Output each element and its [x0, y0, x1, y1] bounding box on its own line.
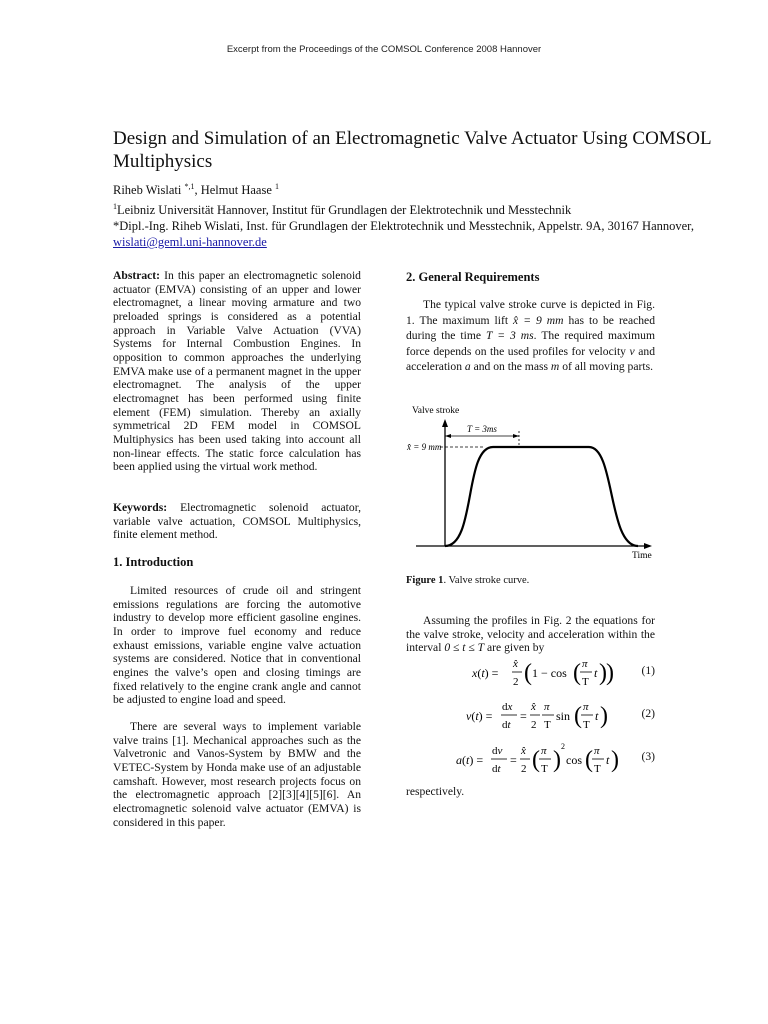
equation-2-number: (2) — [641, 707, 655, 720]
equation-1-row — [406, 654, 655, 692]
figure-caption-label: Figure 1 — [406, 575, 444, 586]
equation-1-number: (1) — [641, 664, 655, 677]
equation-3-row — [406, 740, 655, 778]
equation-2-row — [406, 697, 655, 735]
affiliation-block — [113, 199, 733, 250]
affiliation-superscript: 1 — [113, 202, 117, 211]
svg-text:x(t) =: x(t) = — [472, 666, 499, 680]
svg-text:dt: dt — [492, 763, 501, 775]
equation-2 — [464, 697, 614, 735]
requirements-paragraph-1 — [406, 297, 655, 375]
req-text-d: and acceleration — [406, 344, 655, 374]
svg-text:cos: cos — [566, 753, 582, 767]
svg-text:): ) — [606, 660, 614, 686]
svg-text:(: ( — [585, 747, 593, 773]
equation-3-number: (3) — [641, 750, 655, 763]
time-label: T = 3ms — [467, 424, 497, 434]
svg-text:x̂: x̂ — [513, 658, 518, 670]
conference-header: Excerpt from the Proceedings of the COMSOL Conference 2008 Hannover — [226, 44, 542, 55]
figure-caption-text: . Valve stroke curve. — [443, 575, 530, 586]
max-lift-value: x̂ = 9 mm — [513, 313, 564, 327]
interval-expression: 0 ≤ t ≤ T — [444, 641, 485, 655]
intro-paragraph-1: Limited resources of crude oil and stringent emissions regulations are forcing the automotive industry to develop more efficient gasoline engines. In order to improve fuel economy and reduce exhaust emissions, variable engine valve actuation systems are considered. Notice that in conventional engines the valve’s open and closing timings are fixed relatively to the engine crank angle and cannot be adjusted to engine load and speed. — [113, 584, 361, 707]
x-axis-arrow — [644, 543, 652, 549]
requirements-heading: 2. General Requirements — [406, 270, 540, 284]
req-text-e: and on the mass — [473, 360, 548, 374]
abstract-text: In this paper an electromagnetic solenoid actuator (EMVA) consisting of an upper and lower electromagnet, a linear moving armature and two preloaded springs is considered as a potential approach in Variable Valve Actuation (VVA) Systems for Internal Combustion Engines. In opposition to common approaches the underlying EMVA make use of a permanent magnet in the upper electromagnet. The analysis of the upper electromagnet has been performed using finite element (FEM) simulation. Thereby an axially symmetrical 2D FEM model in COMSOL Multiphysics has been used taking into account all non-linear effects. The static force calculation has been applied using the virtual work method. — [113, 269, 361, 474]
author-1-superscript: *,1 — [184, 182, 195, 191]
keywords-label: Keywords: — [113, 501, 168, 514]
svg-text:dx: dx — [502, 701, 513, 713]
svg-text:(: ( — [574, 703, 582, 729]
author-2-superscript: 1 — [275, 182, 280, 191]
abstract-label: Abstract: — [113, 269, 161, 282]
equation-3 — [454, 740, 624, 780]
author-line — [113, 182, 279, 198]
svg-text:=: = — [510, 753, 517, 767]
intro-heading: 1. Introduction — [113, 555, 194, 569]
paper-title: Design and Simulation of an Electromagnetic Valve Actuator Using COMSOL Multiphysics — [113, 128, 711, 172]
email-link[interactable]: wislati@geml.uni-hannover.de — [113, 235, 267, 250]
respectively-text: respectively. — [406, 785, 465, 798]
svg-text:v(t) =: v(t) = — [466, 709, 493, 723]
keywords-paragraph — [113, 501, 361, 542]
svg-text:T: T — [582, 676, 589, 688]
keywords-text: Electromagnetic solenoid actuator, variable valve actuation, COMSOL Multiphysics, finite element method. — [113, 501, 361, 542]
svg-text:): ) — [600, 703, 608, 729]
svg-text:a(t) =: a(t) = — [456, 753, 484, 767]
svg-text:t: t — [606, 753, 610, 767]
valve-stroke-figure — [400, 398, 660, 566]
svg-text:x̂: x̂ — [531, 701, 536, 713]
svg-text:1 − cos: 1 − cos — [532, 666, 567, 680]
author-separator: , — [194, 183, 201, 198]
svg-text:dv: dv — [492, 745, 503, 757]
svg-text:t: t — [594, 666, 598, 680]
requirements-paragraph-2 — [406, 614, 655, 655]
svg-text:2: 2 — [561, 742, 565, 751]
time-arrow-left — [445, 434, 451, 438]
lift-label: x̂ = 9 mm — [407, 442, 442, 452]
req2-text-a: Assuming the profiles in Fig. 2 the equations for the valve stroke, velocity and acceleration within the interval — [406, 614, 655, 655]
svg-text:T: T — [541, 763, 548, 775]
svg-text:=: = — [520, 709, 527, 723]
req-text-a: The typical valve stroke curve is depicted in Fig. 1. The maximum lift — [406, 298, 655, 327]
valve-stroke-curve — [445, 447, 638, 546]
svg-text:x̂: x̂ — [521, 745, 526, 757]
mass-symbol: m — [550, 360, 560, 374]
svg-text:): ) — [611, 747, 619, 773]
affiliation-text: Leibniz Universität Hannover, Institut für Grundlagen der Elektrotechnik und Messtechnik — [117, 203, 572, 218]
svg-text:T: T — [583, 719, 590, 731]
svg-text:): ) — [553, 747, 561, 773]
svg-text:(: ( — [532, 747, 540, 773]
affiliation-line — [113, 199, 733, 218]
corresponding-author: *Dipl.-Ing. Riheb Wislati, Inst. für Grundlagen der Elektrotechnik und Messtechnik, Appelstr. 9A, 30167 Hannover, — [113, 219, 694, 234]
svg-text:T: T — [594, 763, 601, 775]
svg-text:2: 2 — [531, 719, 537, 731]
figure-caption — [406, 574, 529, 588]
svg-text:(: ( — [524, 660, 532, 686]
svg-text:dt: dt — [502, 719, 511, 731]
svg-text:2: 2 — [521, 763, 527, 775]
svg-text:(: ( — [573, 660, 581, 686]
figure-x-label: Time — [632, 551, 652, 561]
intro-paragraph-2: There are several ways to implement variable valve trains [1]. Mechanical approaches such as the Valvetronic and Vanos-System by BMW and the VETEC-System by Honda make use of an adjustable camshaft. However, most research projects focus on the electromagnetic approach [2][3][4][5][6]. An electromagnetic solenoid valve actuator (EMVA) is considered in this paper. — [113, 720, 361, 829]
velocity-symbol: v — [629, 344, 635, 358]
req2-text-b: are given by — [487, 641, 545, 655]
time-arrow-right — [513, 434, 519, 438]
svg-text:π: π — [544, 701, 550, 713]
author-1: Riheb Wislati — [113, 183, 182, 198]
svg-text:π: π — [594, 745, 600, 757]
svg-text:2: 2 — [513, 676, 519, 688]
svg-text:T: T — [544, 719, 551, 731]
equation-1 — [466, 654, 626, 692]
abstract-paragraph — [113, 269, 361, 474]
figure-y-label: Valve stroke — [412, 406, 460, 416]
svg-text:π: π — [582, 658, 588, 670]
time-value: T = 3 ms — [485, 329, 534, 343]
req-text-b: has to be reached during the time — [406, 313, 655, 343]
req-text-c: . The required maximum force depends on the used profiles for velocity — [406, 329, 655, 358]
svg-text:π: π — [541, 745, 547, 757]
author-2: Helmut Haase — [200, 183, 272, 198]
svg-text:t: t — [595, 709, 599, 723]
y-axis-arrow — [442, 419, 448, 427]
svg-text:π: π — [583, 701, 589, 713]
svg-text:sin: sin — [556, 709, 571, 723]
req-text-f: of all moving parts. — [562, 360, 653, 374]
acceleration-symbol: a — [464, 360, 471, 374]
svg-text:): ) — [599, 660, 607, 686]
